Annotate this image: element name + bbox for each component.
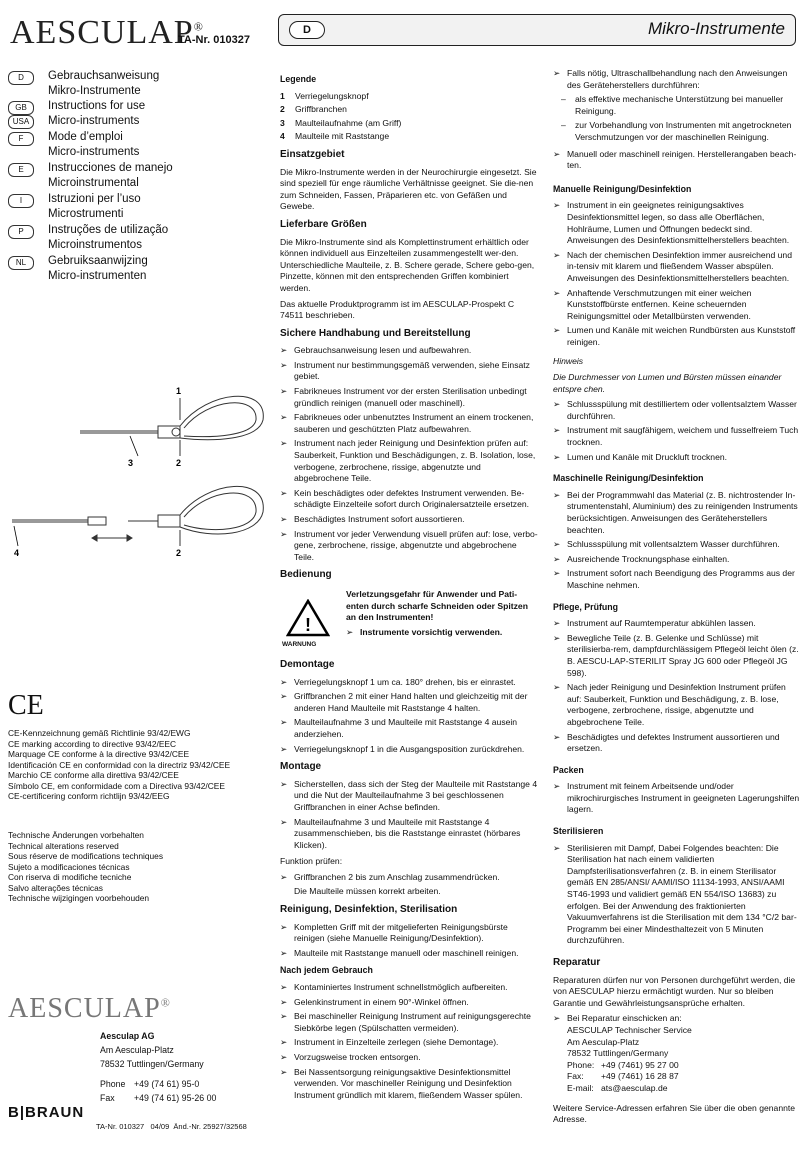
- instrument-figure: [8, 380, 270, 570]
- repair-address-block: ➢ Bei Reparatur einschicken an: AESCULAP Technischer Service Am Aesculap-Platz 78532 Tuttlingen/Germany Phone: +49 (7461) 95 27 00 Fax: +49 (7461) 16 28 87 E-mail: ats@aesculap.de: [553, 1013, 801, 1094]
- reparatur-title: Reparatur: [553, 957, 601, 968]
- warning-label: WARNUNG: [282, 640, 317, 648]
- packen-title: Packen: [553, 764, 584, 775]
- legend-text: Verriegelungsknopf: [295, 90, 369, 101]
- language-code-badge: E: [8, 163, 34, 177]
- text-line: CE-Kennzeichnung gemäß Richtlinie 93/42/EWG: [8, 728, 191, 738]
- legend-item: [280, 118, 538, 130]
- pflege-title: Pflege, Prüfung: [553, 601, 619, 612]
- service-phone-label: Phone:: [567, 1059, 595, 1070]
- arrow-bullet-icon: ➢: [553, 425, 561, 436]
- arrow-bullet-icon: ➢: [280, 921, 288, 932]
- einsatz-text: Die Mikro-Instrumente werden in der Neurochirurgie eingesetzt. Sie sind speziell für enge räumliche Verhältnisse geeignet. Sie die-nen zum Schneiden, Fassen, Präparieren etc. von Gefäßen und Gewebe.: [280, 166, 537, 212]
- language-subtitle: Micro-instruments: [48, 146, 140, 158]
- demontage-title: Demontage: [280, 658, 335, 670]
- arrow-bullet-icon: ➢: [280, 871, 288, 882]
- header-bar: [278, 14, 796, 46]
- phone-label: Phone: [100, 1079, 126, 1089]
- list-item: [280, 1052, 538, 1064]
- text-line: Sous réserve de modifications techniques: [8, 851, 164, 861]
- list-item: [280, 412, 538, 435]
- ta-number: TA-Nr. 010327: [178, 34, 250, 46]
- service-phone: +49 (7461) 95 27 00: [601, 1059, 679, 1070]
- list-item-text: Bei Nassentsorgung reinigungsaktive Desinfektionsmittel verwenden. Vor maschineller Reinigung und Desinfektion Instrument gründlich mit klarem, fließendem Wasser spülen.: [294, 1066, 523, 1100]
- reinigung-list: [280, 922, 538, 960]
- list-item-text: Griffbranchen 2 mit einer Hand halten und gleichzeitig mit der anderen Hand Maulteile mit Raststange 4 halten.: [294, 691, 528, 713]
- service-fax-label: Fax:: [567, 1071, 584, 1082]
- language-title: Gebrauchsanweisung: [48, 70, 160, 82]
- arrow-bullet-icon: ➢: [553, 200, 561, 211]
- language-code-badge: F: [8, 132, 34, 146]
- text-line: Salvo alterações técnicas: [8, 882, 103, 893]
- list-item-text: Verriegelungsknopf 1 um ca. 180° drehen, bis er einrastet.: [294, 676, 516, 687]
- service-street: Am Aesculap-Platz: [567, 1036, 640, 1047]
- arrow-bullet-icon: ➢: [553, 68, 561, 78]
- language-subtitle: Micro-instrumenten: [48, 270, 147, 282]
- demontage-list: [280, 677, 538, 756]
- arrow-bullet-icon: ➢: [553, 325, 561, 336]
- list-item-text: Instrument auf Raumtemperatur abkühlen lassen.: [567, 618, 756, 629]
- text-line: Sujeto a modificaciones técnicas: [8, 861, 130, 872]
- figure-label-2a: 2: [176, 458, 182, 468]
- language-entry: [8, 162, 258, 192]
- language-code-badge: I: [8, 194, 34, 208]
- company-phone: +49 (74 61) 95-0: [134, 1079, 200, 1089]
- list-item: [280, 1037, 538, 1049]
- steril-list: [553, 843, 801, 947]
- ultrasound-list: [553, 94, 801, 143]
- arrow-bullet-icon: ➢: [280, 438, 288, 449]
- arrow-bullet-icon: ➢: [280, 487, 288, 498]
- language-title: Instruções de utilização: [48, 224, 169, 236]
- nach-list: [280, 982, 538, 1101]
- list-item: [553, 568, 801, 591]
- list-item: [280, 997, 538, 1009]
- arrow-bullet-icon: ➢: [553, 148, 561, 159]
- service-fax: +49 (7461) 16 28 87: [601, 1071, 679, 1082]
- text-line: Símbolo CE, em conformidade com a Directiva 93/42/CEE: [8, 780, 225, 791]
- language-entry: [8, 255, 258, 285]
- language-code-badge: USA: [8, 115, 34, 129]
- list-item-text: Bei maschineller Reinigung Instrument auf reinigungsgerechte Siebkörbe legen (Spülschatten vermeiden).: [294, 1011, 531, 1033]
- list-item-text: Nach der chemischen Desinfektion immer ausreichend und in-tensiv mit klarem und fließendem Wasser abspülen. Anweisungen des Desinfektionsmittelherstellers beachten.: [567, 249, 792, 283]
- language-code-badge: NL: [8, 256, 34, 270]
- language-entry: [8, 70, 258, 100]
- bbraun-logo: B|BRAUN: [8, 1104, 85, 1121]
- list-item: [553, 490, 801, 536]
- list-item-text: Instrument nach jeder Reinigung und Desinfektion prüfen auf: Sauberkeit, Funktion und Beschädigungen, z. B. Isolation, lose, verbogene, zerbrochene, rissige, abgenutzte und abgebrochene Teile.: [294, 438, 536, 484]
- sicher-title: Sichere Handhabung und Bereitstellung: [280, 327, 471, 339]
- arrow-bullet-icon: ➢: [280, 816, 288, 827]
- text-line: CE-certificering conform richtlijn 93/42/EEG: [8, 791, 170, 801]
- document-title: Mikro-Instrumente: [648, 19, 785, 38]
- list-item: [280, 677, 538, 689]
- arrow-bullet-icon: ➢: [280, 947, 288, 958]
- text-line: Technische wijzigingen voorbehouden: [8, 893, 150, 903]
- list-item: [553, 425, 801, 448]
- aesculap-logo-footer: AESCULAP®: [8, 993, 171, 1024]
- service-city: 78532 Tuttlingen/Germany: [567, 1048, 669, 1059]
- arrow-bullet-icon: ➢: [280, 345, 288, 356]
- hinweis-title: Hinweis: [553, 356, 584, 367]
- arrow-bullet-icon: ➢: [553, 451, 561, 462]
- list-item-text: Anhaftende Verschmutzungen mit einer weichen Kunststoffbürste entfernen. Keine scheuernden Reinigungsmittel oder Metallbürsten verwenden.: [567, 287, 752, 321]
- company-city: 78532 Tuttlingen/Germany: [100, 1059, 204, 1069]
- list-item: [553, 732, 801, 755]
- pflege-list: [553, 618, 801, 755]
- list-item: [553, 325, 801, 348]
- list-item-text: Instrument vor jeder Verwendung visuell prüfen auf: lose, verbo-gene, zerbrochene, rissige, abgenutzte und abgebrochene Teile.: [294, 528, 538, 562]
- language-code-badge: GB: [8, 101, 34, 115]
- language-entry: [8, 100, 258, 130]
- text-line: Technical alterations reserved: [8, 840, 119, 851]
- list-item-text: Instrument in ein geeignetes reinigungsaktives Desinfektionsmittel legen, so dass alle Oberflächen, Hohlräume, Lumen und Öffnungen bedeckt sind. Anweisungen des Desinfektionsmittelherstellers beachten.: [567, 200, 790, 246]
- nach-title: Nach jedem Gebrauch: [280, 965, 373, 976]
- arrow-bullet-icon: ➢: [280, 386, 288, 397]
- arrow-bullet-icon: ➢: [280, 1037, 288, 1048]
- language-title: Mode d’emploi: [48, 131, 123, 143]
- text-line: CE marking according to directive 93/42/EEC: [8, 738, 177, 749]
- list-item-text: Bewegliche Teile (z. B. Gelenke und Schlüsse) mit sterilisierba-rem, dampfdurchlässigem Pflegeöl leicht ölen (z. B. AESCU-LAP-STERILIT Spray JG 600 oder Pflegeöl JG 598).: [567, 632, 799, 678]
- list-item: [553, 781, 801, 816]
- list-item-text: Manuell oder maschinell reinigen. Herstellerangaben beach-ten.: [567, 148, 797, 171]
- list-item-text: Vorzugsweise trocken entsorgen.: [294, 1052, 421, 1062]
- hinweis-list: [553, 399, 801, 463]
- company-name: Aesculap AG: [100, 1031, 155, 1041]
- list-item-text: Instrument sofort nach Beendigung des Programms aus der Maschine nehmen.: [567, 568, 795, 590]
- list-item: [553, 149, 801, 172]
- einsatz-title: Einsatzgebiet: [280, 148, 345, 160]
- arrow-bullet-icon: ➢: [280, 1066, 288, 1077]
- fax-label: Fax: [100, 1093, 115, 1103]
- aesculap-logo: AESCULAP®: [10, 14, 204, 51]
- company-fax: +49 (74 61) 95-26 00: [134, 1093, 217, 1103]
- arrow-bullet-icon: ➢: [553, 489, 561, 500]
- dash-item-text: zur Vorbehandlung von Instrumenten mit angetrockneten Verschmutzungen vor der maschinellen Reinigung.: [575, 120, 792, 142]
- language-code-badge: D: [8, 71, 34, 85]
- language-entry: [8, 131, 258, 161]
- company-address: [100, 1029, 216, 1105]
- list-item: [553, 288, 801, 323]
- closing-text: Weitere Service-Adressen erfahren Sie über die oben genannte Adresse.: [553, 1102, 796, 1125]
- list-item-text: Lumen und Kanäle mit Druckluft trocknen.: [567, 451, 728, 462]
- list-item-text: Verriegelungsknopf 1 in die Ausgangsposition zurückdrehen.: [294, 743, 525, 754]
- ce-lines: [8, 728, 258, 802]
- list-item-text: Fabrikneues Instrument vor der ersten Sterilisation unbedingt gründlich reinigen (manuell oder maschinell).: [294, 386, 527, 408]
- groessen-text-1: Die Mikro-Instrumente sind als Komplettinstrument erhältlich oder können individuell aus Einzelteilen zusammengestellt wer-den. Unterschiedliche Maulteile, z. B. Schere gerade, Schere gebo-gen, Pinzette, können mit den entsprechenden Griffen kombiniert werden.: [280, 236, 535, 293]
- groessen-title: Lieferbare Größen: [280, 218, 367, 230]
- list-item-text: Instrument in Einzelteile zerlegen (siehe Demontage).: [294, 1037, 499, 1048]
- svg-text:!: !: [305, 614, 311, 635]
- list-item-text: Instrument nur bestimmungsgemäß verwenden, siehe Einsatz gebiet.: [294, 359, 530, 382]
- list-item: [553, 843, 801, 947]
- list-item-text: Gelenkinstrument in einem 90°-Winkel öffnen.: [294, 996, 469, 1007]
- company-street: Am Aesculap-Platz: [100, 1045, 174, 1055]
- list-item-text: Instrument mit saugfähigem, weichem und fusselfreiem Tuch trocknen.: [567, 425, 799, 448]
- warning-text: Verletzungsgefahr für Anwender und Pati-enten durch scharfe Schneiden oder Spitzen an den Instrumenten!: [346, 588, 528, 623]
- dash-bullet: –: [561, 94, 566, 105]
- arrow-bullet-icon: ➢: [280, 982, 288, 993]
- list-item: [280, 779, 538, 814]
- arrow-bullet-icon: ➢: [280, 1052, 288, 1062]
- list-item-text: Sicherstellen, dass sich der Steg der Maulteile mit Raststange 4 und die Nut der Maulteilaufnahme 3 bei geschlossenen Griffbranchen in einer Achse befinden.: [294, 778, 538, 812]
- list-item: [280, 817, 538, 852]
- reparatur-send: Bei Reparatur einschicken an:: [567, 1013, 682, 1024]
- packen-list: [553, 781, 801, 816]
- list-item: [553, 68, 801, 91]
- list-item-text: Lumen und Kanäle mit weichen Rundbürsten aus Kunststoff reinigen.: [567, 325, 796, 347]
- list-item: [280, 386, 538, 409]
- legend-title: Legende: [280, 74, 317, 84]
- warning-box: ! WARNUNG Verletzungsgefahr für Anwender und Pati-enten durch scharfe Schneiden oder Spitzen an den Instrumenten! ➢ Instrumente vorsichtig verwenden.: [280, 589, 538, 653]
- arrow-bullet-icon: ➢: [280, 359, 288, 370]
- figure-label-4: 4: [14, 548, 20, 558]
- maschinell-title: Maschinelle Reinigung/Desinfektion: [553, 473, 704, 484]
- figure-label-3: 3: [128, 458, 134, 468]
- top-list: [553, 68, 801, 91]
- middle-column: [280, 68, 538, 1106]
- legend-item: [280, 131, 538, 143]
- list-item-text: Bei der Programmwahl das Material (z. B. nichtrostender In-strumentenstahl, Aluminium) des zu reinigenden Instruments berücksichtigen. Anweisungen des Geräteherstellers beachten.: [567, 489, 798, 535]
- list-item: [553, 200, 801, 246]
- groessen-text-2: Das aktuelle Produktprogramm ist im AESCULAP-Prospekt C 74511 beschrieben.: [280, 298, 515, 321]
- list-item: [280, 360, 538, 383]
- language-subtitle: Microinstrumental: [48, 177, 139, 189]
- list-item: [280, 744, 538, 756]
- language-entry: [8, 224, 258, 254]
- legend-text: Maulteile mit Raststange: [295, 131, 390, 142]
- arrow-bullet-icon: ➢: [553, 553, 561, 564]
- list-item-text: Schlussspülung mit destilliertem oder vollentsalztem Wasser durchführen.: [567, 399, 797, 421]
- arrow-bullet-icon: ➢: [553, 568, 561, 579]
- list-item: [280, 345, 538, 357]
- arrow-bullet-icon: ➢: [280, 1011, 288, 1022]
- language-subtitle: Micro-instruments: [48, 115, 140, 127]
- montage-list: [280, 779, 538, 852]
- dash-item: [553, 94, 801, 117]
- list-item: [553, 399, 801, 422]
- language-subtitle: Microinstrumentos: [48, 239, 142, 251]
- arrow-bullet-icon: ➢: [280, 528, 288, 539]
- language-code: D: [289, 21, 325, 39]
- list-item: [553, 539, 801, 551]
- arrow-bullet-icon: ➢: [280, 778, 288, 789]
- list-item-text: Kompletten Griff mit der mitgelieferten Reinigungsbürste reinigen (siehe Manuelle Reinigung/Desinfektion).: [294, 921, 508, 944]
- language-title: Istruzioni per l’uso: [48, 193, 141, 205]
- text-line: Marquage CE conforme à la directive 93/42/CEE: [8, 749, 190, 759]
- language-title: Instructions for use: [48, 100, 146, 112]
- arrow-bullet-icon: ➢: [280, 676, 288, 687]
- instrument-assembled: [80, 396, 263, 439]
- list-item-text: Ausreichende Trocknungsphase einhalten.: [567, 553, 730, 564]
- list-item-text: Fabrikneues oder unbenutztes Instrument an einem trockenen, sauberen und geschützten Platz aufbewahren.: [294, 412, 534, 434]
- list-item: [280, 982, 538, 994]
- list-item: [280, 872, 538, 884]
- list-item-text: Kontaminiertes Instrument schnellstmöglich aufbereiten.: [294, 982, 508, 993]
- language-title: Gebruiksaanwijzing: [48, 255, 148, 267]
- funktion-note: Die Maulteile müssen korrekt arbeiten.: [294, 886, 441, 897]
- figure-label-1: 1: [176, 386, 182, 396]
- list-item: [280, 1067, 538, 1102]
- list-item: [280, 922, 538, 945]
- legend-list: [280, 91, 538, 143]
- legend-number: 2: [280, 104, 285, 115]
- legend-text: Griffbranchen: [295, 104, 347, 115]
- arrow-bullet-icon: ➢: [553, 842, 561, 853]
- list-item: [280, 488, 538, 511]
- list-item-text: Griffbranchen 2 bis zum Anschlag zusammendrücken.: [294, 871, 500, 882]
- arrow-bullet-icon: ➢: [280, 717, 288, 728]
- hinweis-text: Die Durchmesser von Lumen und Bürsten müssen einander entspre chen.: [553, 372, 782, 394]
- list-item-text: Nach jeder Reinigung und Desinfektion Instrument prüfen auf: Sauberkeit, Funktion und Beschädigung, z. B. lose, verbogene, zerbrochene, rissige, abgenutzte und abgebrochene Teile.: [567, 682, 786, 727]
- list-item: [553, 250, 801, 285]
- arrow-bullet-icon: ➢: [553, 249, 561, 260]
- list-item-text: Schlussspülung mit vollentsalztem Wasser durchführen.: [567, 539, 780, 550]
- arrow-bullet-icon: ➢: [280, 996, 288, 1007]
- list-item: [553, 452, 801, 464]
- arrow-bullet-icon: ➢: [553, 682, 561, 693]
- maschinell-list: [553, 490, 801, 592]
- list-item-text: Falls nötig, Ultraschallbehandlung nach den Anweisungen des Geräteherstellers durchführen:: [567, 68, 788, 90]
- text-line: Identificación CE en conformidad con la directriz 93/42/CEE: [8, 759, 231, 770]
- arrow-bullet-icon: ➢: [553, 287, 561, 298]
- bedienung-title: Bedienung: [280, 569, 332, 581]
- list-item: [553, 682, 801, 728]
- list-item-text: Gebrauchsanweisung lesen und aufbewahren.: [294, 345, 472, 356]
- technical-changes: [8, 830, 258, 904]
- list-item-text: Sterilisieren mit Dampf, Dabei Folgendes beachten: Die Sterilisation hat nach einem validierten Dampfsterilisationsverfahren (z. B. in einem Sterilisator gemäß EN 285/ANSI/ AAMI/ISO 11134-1993, ANSI/AAMI ST46-1993 und validiert gemäß EN 554/ISO 13683) zu erfolgen. Bei der Anwendung des fraktionierten Vakuumverfahrens ist die Sterilisation mit dem 134 °C/2 bar-Programm bei einer Mindesthaltezeit von 5 Minuten durchzuführen.: [567, 842, 797, 946]
- arrow-bullet-icon: ➢: [553, 731, 561, 742]
- language-subtitle: Microstrumenti: [48, 208, 124, 220]
- figure-label-2b: 2: [176, 548, 182, 558]
- manuell-list: [553, 200, 801, 348]
- arrow-bullet-icon: ➢: [553, 632, 561, 643]
- arrow-bullet-icon: ➢: [280, 412, 288, 423]
- language-code-badge: P: [8, 225, 34, 239]
- list-item-text: Instrument mit feinem Arbeitsende und/oder mikrochirurgisches Instrument in geeigneten Lagerungshilfen lagern.: [567, 781, 800, 815]
- dash-item: [553, 120, 801, 143]
- legend-text: Maulteilaufnahme (am Griff): [295, 117, 402, 128]
- sicher-list: [280, 345, 538, 563]
- montage-title: Montage: [280, 761, 322, 773]
- list-item-text: Maulteilaufnahme 3 und Maulteile mit Raststange 4 zusammenschieben, bis die Raststange einrastet (hörbares Klicken).: [294, 816, 521, 850]
- arrow-bullet-icon: ➢: [280, 514, 288, 524]
- reparatur-text: Reparaturen dürfen nur von Personen durchgeführt werden, die von AESCULAP hierzu ermächtigt wurden. Nur so bleiben Garantie und Gewährleistungsansprüche erhalten.: [553, 974, 796, 1008]
- legend-number: 3: [280, 117, 285, 128]
- manuell-title: Manuelle Reinigung/Desinfektion: [553, 183, 692, 194]
- warning-action: Instrumente vorsichtig verwenden.: [360, 626, 503, 637]
- legend-item: [280, 104, 538, 116]
- text-line: Con riserva di modifiche tecniche: [8, 872, 132, 882]
- funktion-label: Funktion prüfen:: [280, 856, 343, 867]
- legend-number: 4: [280, 131, 285, 142]
- legend-item: [280, 91, 538, 103]
- dash-item-text: als effektive mechanische Unterstützung bei manueller Reinigung.: [575, 94, 784, 116]
- list-item: [280, 438, 538, 484]
- funktion-list: [280, 872, 538, 884]
- list-item: [553, 554, 801, 566]
- service-name: AESCULAP Technischer Service: [567, 1024, 692, 1035]
- legend-number: 1: [280, 90, 285, 101]
- list-item: [280, 514, 538, 526]
- arrow-bullet-icon: ➢: [553, 618, 561, 629]
- list-item: [280, 1011, 538, 1034]
- text-line: Marchio CE conforme alla direttiva 93/42/CEE: [8, 770, 179, 780]
- language-entry: [8, 193, 258, 223]
- text-line: Technische Änderungen vorbehalten: [8, 830, 144, 840]
- list-item-text: Kein beschädigtes oder defektes Instrument verwenden. Be-schädigte Einzelteile sofort durch Originalersatzteile ersetzen.: [294, 487, 530, 510]
- arrow-bullet-icon: ➢: [553, 399, 561, 410]
- dash-bullet: –: [561, 120, 566, 131]
- list-item-text: Maulteilaufnahme 3 und Maulteile mit Raststange 4 ausein anderziehen.: [294, 717, 518, 739]
- service-mail-label: E-mail:: [567, 1082, 594, 1093]
- service-email[interactable]: ats@aesculap.de: [601, 1082, 668, 1093]
- steril-title: Sterilisieren: [553, 826, 604, 837]
- arrow-bullet-icon: ➢: [280, 691, 288, 702]
- arrow-bullet-icon: ➢: [553, 781, 561, 792]
- language-title: Instrucciones de manejo: [48, 162, 173, 174]
- top-list-2: [553, 149, 801, 172]
- list-item: [553, 633, 801, 679]
- list-item-text: Maulteile mit Raststange manuell oder maschinell reinigen.: [294, 947, 519, 958]
- list-item: [280, 717, 538, 740]
- list-item: [280, 691, 538, 714]
- warning-icon: [286, 599, 330, 639]
- list-item: [553, 618, 801, 630]
- right-column: [553, 68, 801, 1130]
- arrow-bullet-icon: ➢: [280, 743, 288, 754]
- arrow-bullet-icon: ➢: [553, 539, 561, 550]
- list-item: [280, 529, 538, 564]
- list-item: [280, 948, 538, 960]
- doc-reference: TA-Nr. 010327 04/09 Änd.-Nr. 25927/32568: [96, 1122, 247, 1131]
- language-subtitle: Mikro-Instrumente: [48, 85, 141, 97]
- instrument-disassembled: [12, 486, 263, 541]
- list-item-text: Beschädigtes und defektes Instrument aussortieren und ersetzen.: [567, 731, 780, 754]
- ce-mark: CE: [8, 690, 44, 721]
- list-item-text: Beschädigtes Instrument sofort aussortieren.: [294, 514, 465, 524]
- reinigung-title: Reinigung, Desinfektion, Sterilisation: [280, 904, 458, 916]
